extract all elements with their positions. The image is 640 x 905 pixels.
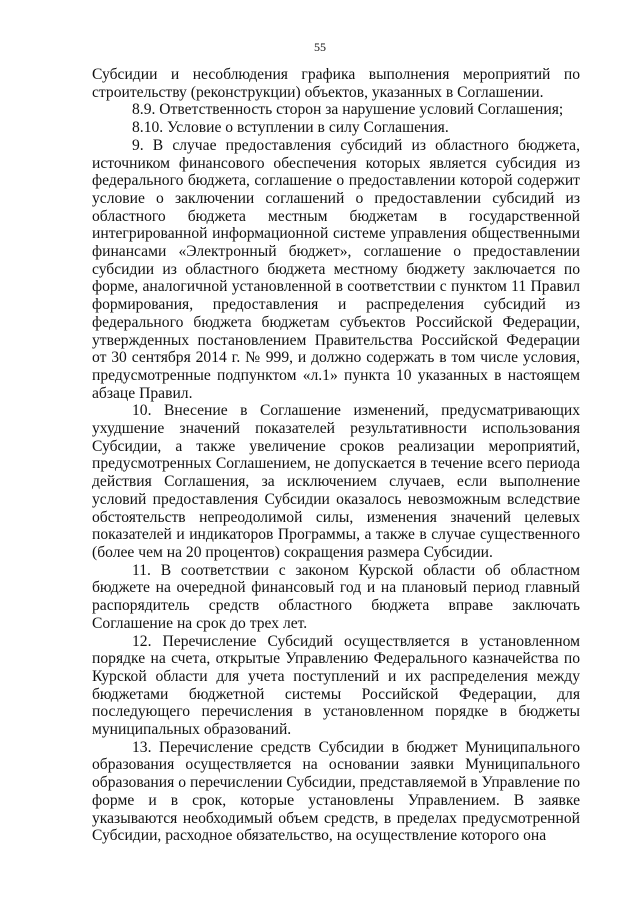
page-number: 55 [314, 40, 326, 54]
paragraph-12: 12. Перечисление Субсидий осуществляется в установленном порядке на счета, открытые Управлению Федерального казначейства по Курской области для учета поступлений и их распределения между бюджетами бюджетной системы Российской Федерации, для последующего перечисления в установленном порядке в бюджеты муниципальных образований. [92, 632, 580, 739]
document-body [92, 66, 580, 845]
paragraph-8-10: 8.10. Условие о вступлении в силу Соглашения. [132, 119, 449, 137]
paragraph-11: 11. В соответствии с законом Курской области об областном бюджете на очередной финансовый год и на плановый период главный распорядитель средств областного бюджета вправе заключать Соглашение на срок до трех лет. [92, 561, 580, 632]
paragraph-10: 10. Внесение в Соглашение изменений, предусматривающих ухудшение значений показателей результативности использования Субсидии, а также увеличение сроков реализации мероприятий, предусмотренных Соглашением, не допускается в течение всего периода действия Соглашения, за исключением случаев, если выполнение условий предоставления Субсидии оказалось невозможным вследствие обстоятельств непреодолимой силы, изменения значений целевых показателей и индикаторов Программы, а также в случае существенного (более чем на 20 процентов) сокращения размера Субсидии. [92, 402, 580, 561]
paragraph-continuation: Субсидии и несоблюдения графика выполнения мероприятий по строительству (реконструкции) объектов, указанных в Соглашении. [92, 66, 580, 101]
paragraph-8-9: 8.9. Ответственность сторон за нарушение условий Соглашения; [132, 101, 564, 119]
paragraph-13: 13. Перечисление средств Субсидии в бюджет Муниципального образования осуществляется на основании заявки Муниципального образования о перечислении Субсидии, представляемой в Управление по форме и в срок, которые установлены Управлением. В заявке указываются необходимый объем средств, в пределах предусмотренной Субсидии, расходное обязательство, на осуществление которого она [92, 738, 580, 845]
paragraph-9: 9. В случае предоставления субсидий из областного бюджета, источником финансового обеспечения которых является субсидия из федерального бюджета, соглашение о предоставлении которой содержит условие о заключении соглашений о предоставлении субсидий из областного бюджета местным бюджетам в государственной интегрированной информационной системе управления общественными финансами «Электронный бюджет», соглашение о предоставлении субсидии из областного бюджета местному бюджету заключается по форме, аналогичной установленной в соответствии с пунктом 11 Правил формирования, предоставления и распределения субсидий из федерального бюджета бюджетам субъектов Российской Федерации, утвержденных постановлением Правительства Российской Федерации от 30 сентября 2014 г. № 999, и должно содержать в том числе условия, предусмотренные подпунктом «л.1» пункта 10 указанных в настоящем абзаце Правил. [92, 136, 580, 402]
